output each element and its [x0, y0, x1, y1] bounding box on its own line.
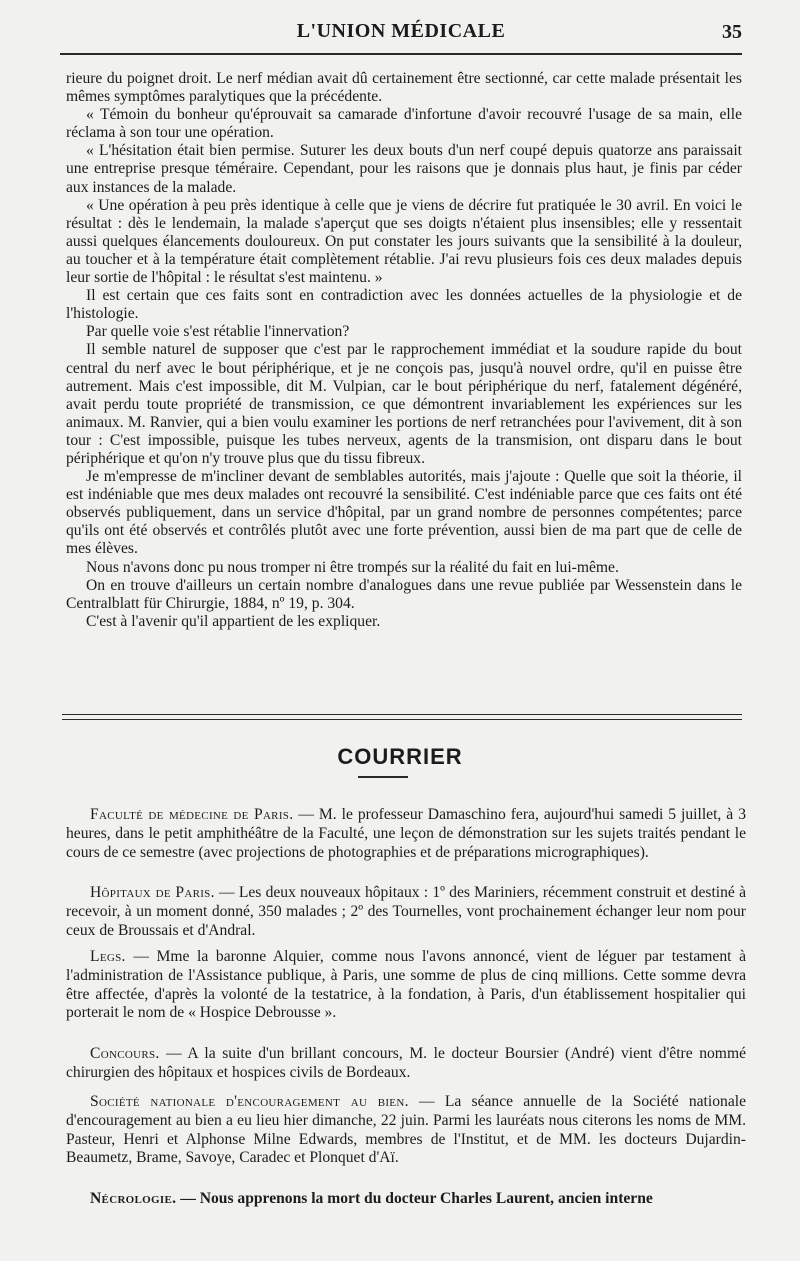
- article-paragraph: « Une opération à peu près identique à celle que je viens de décrire fut pratiquée le 30 avril. En voici le résultat : dès le lendemain, la malade s'aperçut que ses doigts n'étaient plus insensibles; elle y ressentait aussi quelques élancements douloureux. On put constater les jours suivants que la sensibilité à la douleur, au toucher et à la température était complètement rétablie. J'ai revu plusieurs fois ces deux malades depuis leur sortie de l'hôpital : le résultat s'est maintenu. »: [66, 196, 742, 287]
- article-paragraph: rieure du poignet droit. Le nerf médian avait dû certainement être sectionné, car cette malade présentait les mêmes symptômes paralytiques que la précédente.: [66, 70, 742, 106]
- news-text: — Nous apprenons la mort du docteur Charles Laurent, ancien interne: [180, 1190, 653, 1207]
- news-heading: Legs.: [90, 948, 126, 965]
- section-divider: [62, 714, 742, 720]
- article-paragraph: Il est certain que ces faits sont en contradiction avec les données actuelles de la physiologie et de l'histologie.: [66, 287, 742, 323]
- article-paragraph: « Témoin du bonheur qu'éprouvait sa camarade d'infortune d'avoir recouvré l'usage de sa main, elle réclama à son tour une opération.: [66, 106, 742, 142]
- news-item: [66, 884, 746, 940]
- journal-title: L'UNION MÉDICALE: [296, 20, 506, 42]
- news-text: — M. le professeur Damaschino fera, aujourd'hui samedi 5 juillet, à 3 heures, dans le petit amphithéâtre de la Faculté, une leçon de démonstration sur les sujets traités pendant le cours de ce semestre (avec projections de photographies et de préparations micrographiques).: [66, 806, 746, 861]
- section-title-rule: [358, 776, 408, 778]
- article-paragraph: Par quelle voie s'est rétablie l'innervation?: [86, 323, 350, 341]
- article-body: [66, 70, 742, 631]
- news-text: — Mme la baronne Alquier, comme nous l'avons annoncé, vient de léguer par testament à l'administration de l'Assistance publique, à Paris, une somme de plus de cinq millions. Cette somme devra être affectée, d'après la volonté de la testatrice, à la fondation, à Paris, d'un établissement hospitalier qui porterait le nom de « Hospice Debrousse ».: [66, 948, 746, 1022]
- page-number: 35: [722, 21, 742, 43]
- section-title: COURRIER: [337, 744, 463, 769]
- news-item: [66, 1093, 746, 1168]
- news-heading: Concours.: [90, 1045, 160, 1062]
- news-item: [66, 1045, 746, 1083]
- news-text: — Les deux nouveaux hôpitaux : 1º des Mariniers, récemment construit et destiné à recevoir, à un moment donné, 350 malades ; 2º des Tournelles, vont prochainement échanger leur nom pour ceux de Broussais et d'Andral.: [66, 884, 746, 939]
- news-heading: Faculté de médecine de Paris.: [90, 806, 294, 823]
- article-paragraph: « L'hésitation était bien permise. Suturer les deux bouts d'un nerf coupé depuis quatorze ans paraissait une entreprise presque téméraire. Cependant, pour les raisons que je donnais plus haut, je finis par céder aux instances de la malade.: [66, 142, 742, 196]
- header-rule: [60, 53, 742, 55]
- news-item: [66, 1190, 746, 1209]
- article-paragraph: Je m'empresse de m'incliner devant de semblables autorités, mais j'ajoute : Quelle que soit la théorie, il est indéniable que mes deux malades ont recouvré la sensibilité. C'est indéniable parce que ces faits ont été observés publiquement, dans un service d'hôpital, par un grand nombre de personnes compétentes; parce qu'ils ont été observés et contrôlés plutôt avec une forte prévention, aussi bien de ma part que de celle de mes élèves.: [66, 468, 742, 558]
- news-heading: Société nationale d'encouragement au bien.: [90, 1093, 409, 1110]
- article-paragraph: Nous n'avons donc pu nous tromper ni être trompés sur la réalité du fait en lui-même.: [86, 558, 619, 576]
- running-head: [60, 20, 742, 46]
- news-heading: Nécrologie.: [90, 1190, 177, 1207]
- news-item: [66, 806, 746, 862]
- news-text: — La séance annuelle de la Société nationale d'encouragement au bien a eu lieu hier dimanche, 22 juin. Parmi les lauréats nous citerons les noms de MM. Pasteur, Henri et Alphonse Milne Edwards, membres de l'Institut, et de MM. les docteurs Dujardin-Beaumetz, Brame, Savoye, Caradec et Plonquet d'Aï.: [66, 1093, 746, 1167]
- article-paragraph: Il semble naturel de supposer que c'est par le rapprochement immédiat et la soudure rapide du bout central du nerf avec le bout périphérique, et je ne conçois pas, jusqu'à nouvel ordre, qu'il en puisse être autrement. Mais c'est impossible, dit M. Vulpian, car le bout périphérique du nerf, fatalement dégénéré, avait perdu toute propriété de transmission, ce que démontrent invariablement les expériences sur les animaux. M. Ranvier, qui a bien voulu examiner les portions de nerf retranchées pour l'avivement, dit à son tour : C'est impossible, puisque les tubes nerveux, agents de la transmision, ont disparu dans le bout périphérique et qu'on n'y trouve plus que du tissu fibreux.: [66, 341, 742, 467]
- news-heading: Hôpitaux de Paris.: [90, 884, 215, 901]
- news-text: — A la suite d'un brillant concours, M. le docteur Boursier (André) vient d'être nommé chirurgien des hôpitaux et hospices civils de Bordeaux.: [66, 1045, 746, 1081]
- news-item: [66, 948, 746, 1023]
- article-paragraph: C'est à l'avenir qu'il appartient de les expliquer.: [86, 612, 381, 630]
- article-paragraph: On en trouve d'ailleurs un certain nombre d'analogues dans une revue publiée par Wessenstein dans le Centralblatt für Chirurgie, 1884, nº 19, p. 304.: [66, 576, 742, 612]
